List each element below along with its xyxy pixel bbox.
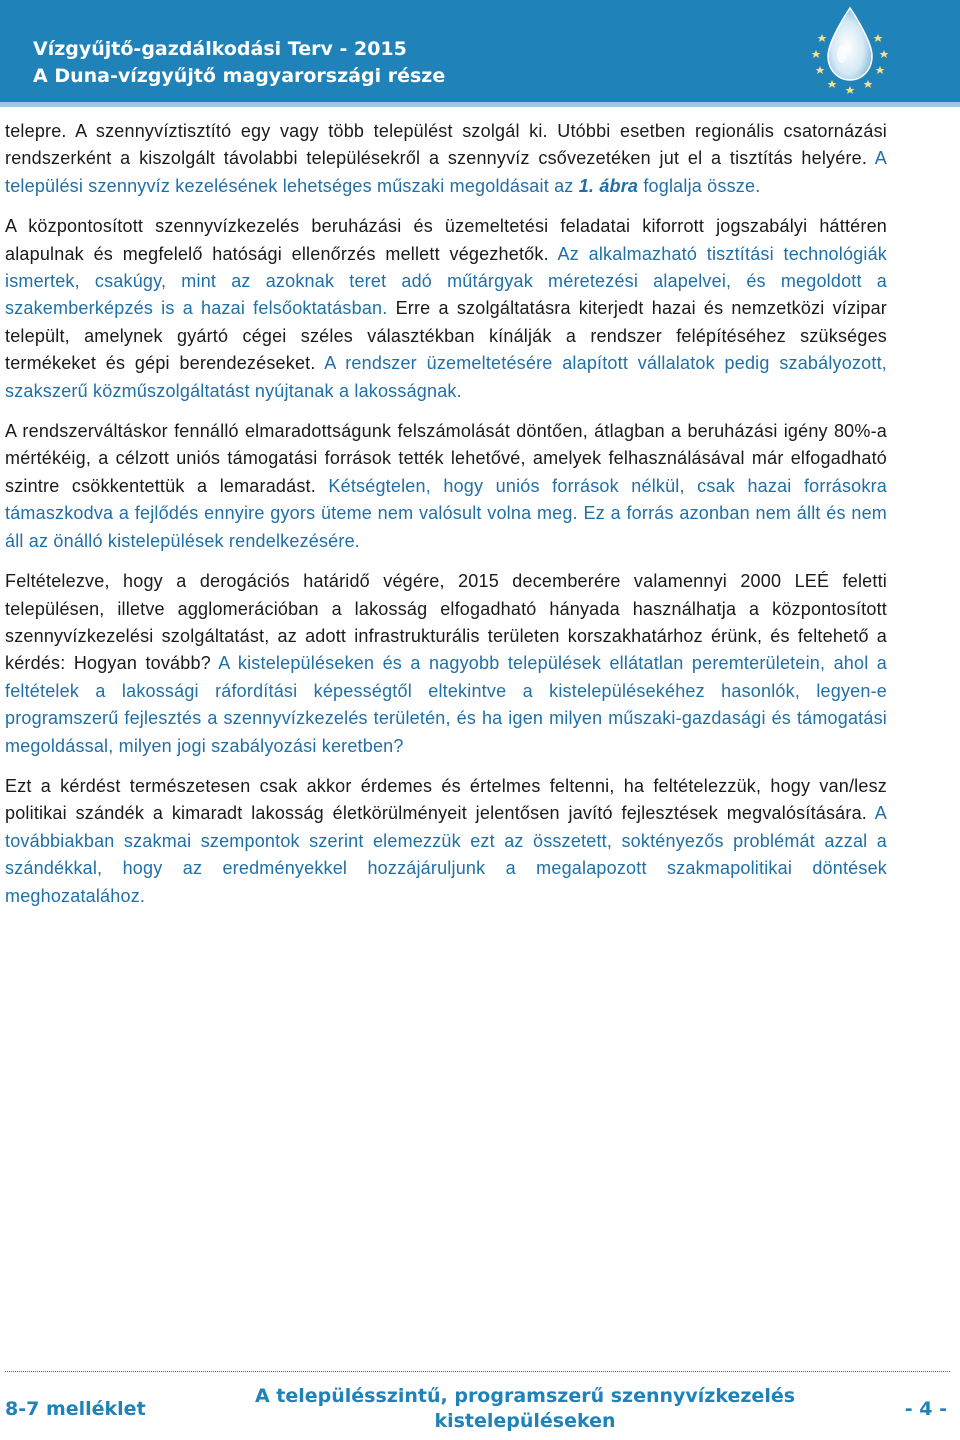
- paragraph-2: [5, 213, 887, 405]
- paragraph-5-text: Ezt a kérdést természetesen csak akkor érdemes és értelmes feltenni, ha feltételezzük, hogy van/lesz politikai szándék a kimaradt lakosság életkörülményeit jelentősen javító fejlesztések megvalósítására.: [5, 775, 887, 824]
- paragraph-2-text-blue-2: A rendszer üzemeltetésére alapított vállalatok pedig szabályozott, szakszerű közműszolgáltatást nyújtanak a lakosságnak.: [5, 353, 887, 401]
- paragraph-2-text-blue: Az alkalmazható tisztítási technológiák ismertek, csakúgy, mint az azoknak teret adó műtárgyak méretezési alapelvei, és megoldott a szakemberképzés is a hazai felsőoktatásban.: [5, 243, 887, 319]
- paragraph-4-text-blue: A kistelepüléseken és a nagyobb települések ellátatlan peremterületein, ahol a feltételek a lakossági ráfordítási képességtől eltekintve a kistelepülésekéhez hasonlók, legyen-e programszerű fejlesztés a szennyvízkezelés területén, és ha igen milyen műszaki-gazdasági és támogatási megoldással, milyen jogi szabályozási keretben?: [5, 653, 887, 756]
- footer-annex-label: 8-7 melléklet: [5, 1398, 146, 1420]
- paragraph-1-tail: foglalja össze.: [638, 175, 761, 196]
- paragraph-5-text-blue: A továbbiakban szakmai szempontok szerint elemezzük ezt az összetett, soktényezős problémát azzal a szándékkal, hogy az eredményekkel hozzájáruljunk a megalapozott szakmapolitikai döntések meghozatalához.: [5, 803, 887, 906]
- paragraph-4: [5, 568, 887, 760]
- footer-document-title: A településszintű, programszerű szennyvízkezelés kistelepüléseken: [254, 1385, 796, 1432]
- header-title: [33, 36, 445, 90]
- water-drop-eu-stars-icon: [800, 4, 900, 96]
- paragraph-3-text: A rendszerváltáskor fennálló elmaradottságunk felszámolását döntően, átlagban a beruházási igény 80%-a mértékéig, a célzott uniós támogatási források tették lehetővé, amelyek felhasználásával már elfogadható szintre csökkentettük a lemaradást.: [5, 421, 887, 496]
- paragraph-2-text-2: Erre a szolgáltatásra kiterjedt hazai és nemzetközi vízipar települt, amelynek gyártó cégei széles választékban kínálják a rendszer felépítéséhez szükséges termékeket és gépi berendezéseket.: [5, 298, 887, 374]
- paragraph-1-text: telepre. A szennyvíztisztító egy vagy több települést szolgál ki. Utóbbi esetben regionális csatornázási rendszerként a kiszolgált távolabbi településekről a szennyvíz csővezetéken jut el a tisztítás helyére.: [5, 121, 887, 169]
- page-number: - 4 -: [904, 1398, 947, 1420]
- paragraph-3: [5, 418, 887, 555]
- page-header: [0, 0, 960, 107]
- paragraph-2-text: A központosított szennyvízkezelés beruházási és üzemeltetési feladatai kiforrott jogszabályi háttéren alapulnak és megfelelő hatósági ellenőrzés mellett végezhetők.: [5, 216, 887, 264]
- paragraph-4-text: Feltételezve, hogy a derogációs határidő végére, 2015 decemberére valamennyi 2000 LEÉ feletti településen, illetve agglomerációban a lakosság elfogadható hányada használhatja a központosított szennyvízkezelési szolgáltatást, az adott infrastrukturális területen korszakhatárhoz érünk, és feltehető a kérdés: Hogyan tovább?: [5, 571, 887, 674]
- paragraph-3-text-blue: Kétségtelen, hogy uniós források nélkül, csak hazai forrásokra támaszkodva a fejlődés ennyire gyors üteme nem valósult volna meg. Ez a forrás azonban nem állt és nem áll az önálló kistelepülések rendelkezésére.: [5, 475, 887, 551]
- figure-reference-link[interactable]: 1. ábra: [578, 175, 639, 196]
- paragraph-5: [5, 773, 887, 910]
- paragraph-1: [5, 118, 887, 200]
- paragraph-1-text-blue: A települési szennyvíz kezelésének lehetséges műszaki megoldásait az: [5, 148, 887, 196]
- header-title-line2: A Duna-vízgyűjtő magyarországi része: [33, 65, 446, 87]
- header-title-line1: Vízgyűjtő-gazdálkodási Terv - 2015: [33, 38, 407, 60]
- footer-divider: [5, 1371, 950, 1372]
- document-body: [5, 118, 887, 910]
